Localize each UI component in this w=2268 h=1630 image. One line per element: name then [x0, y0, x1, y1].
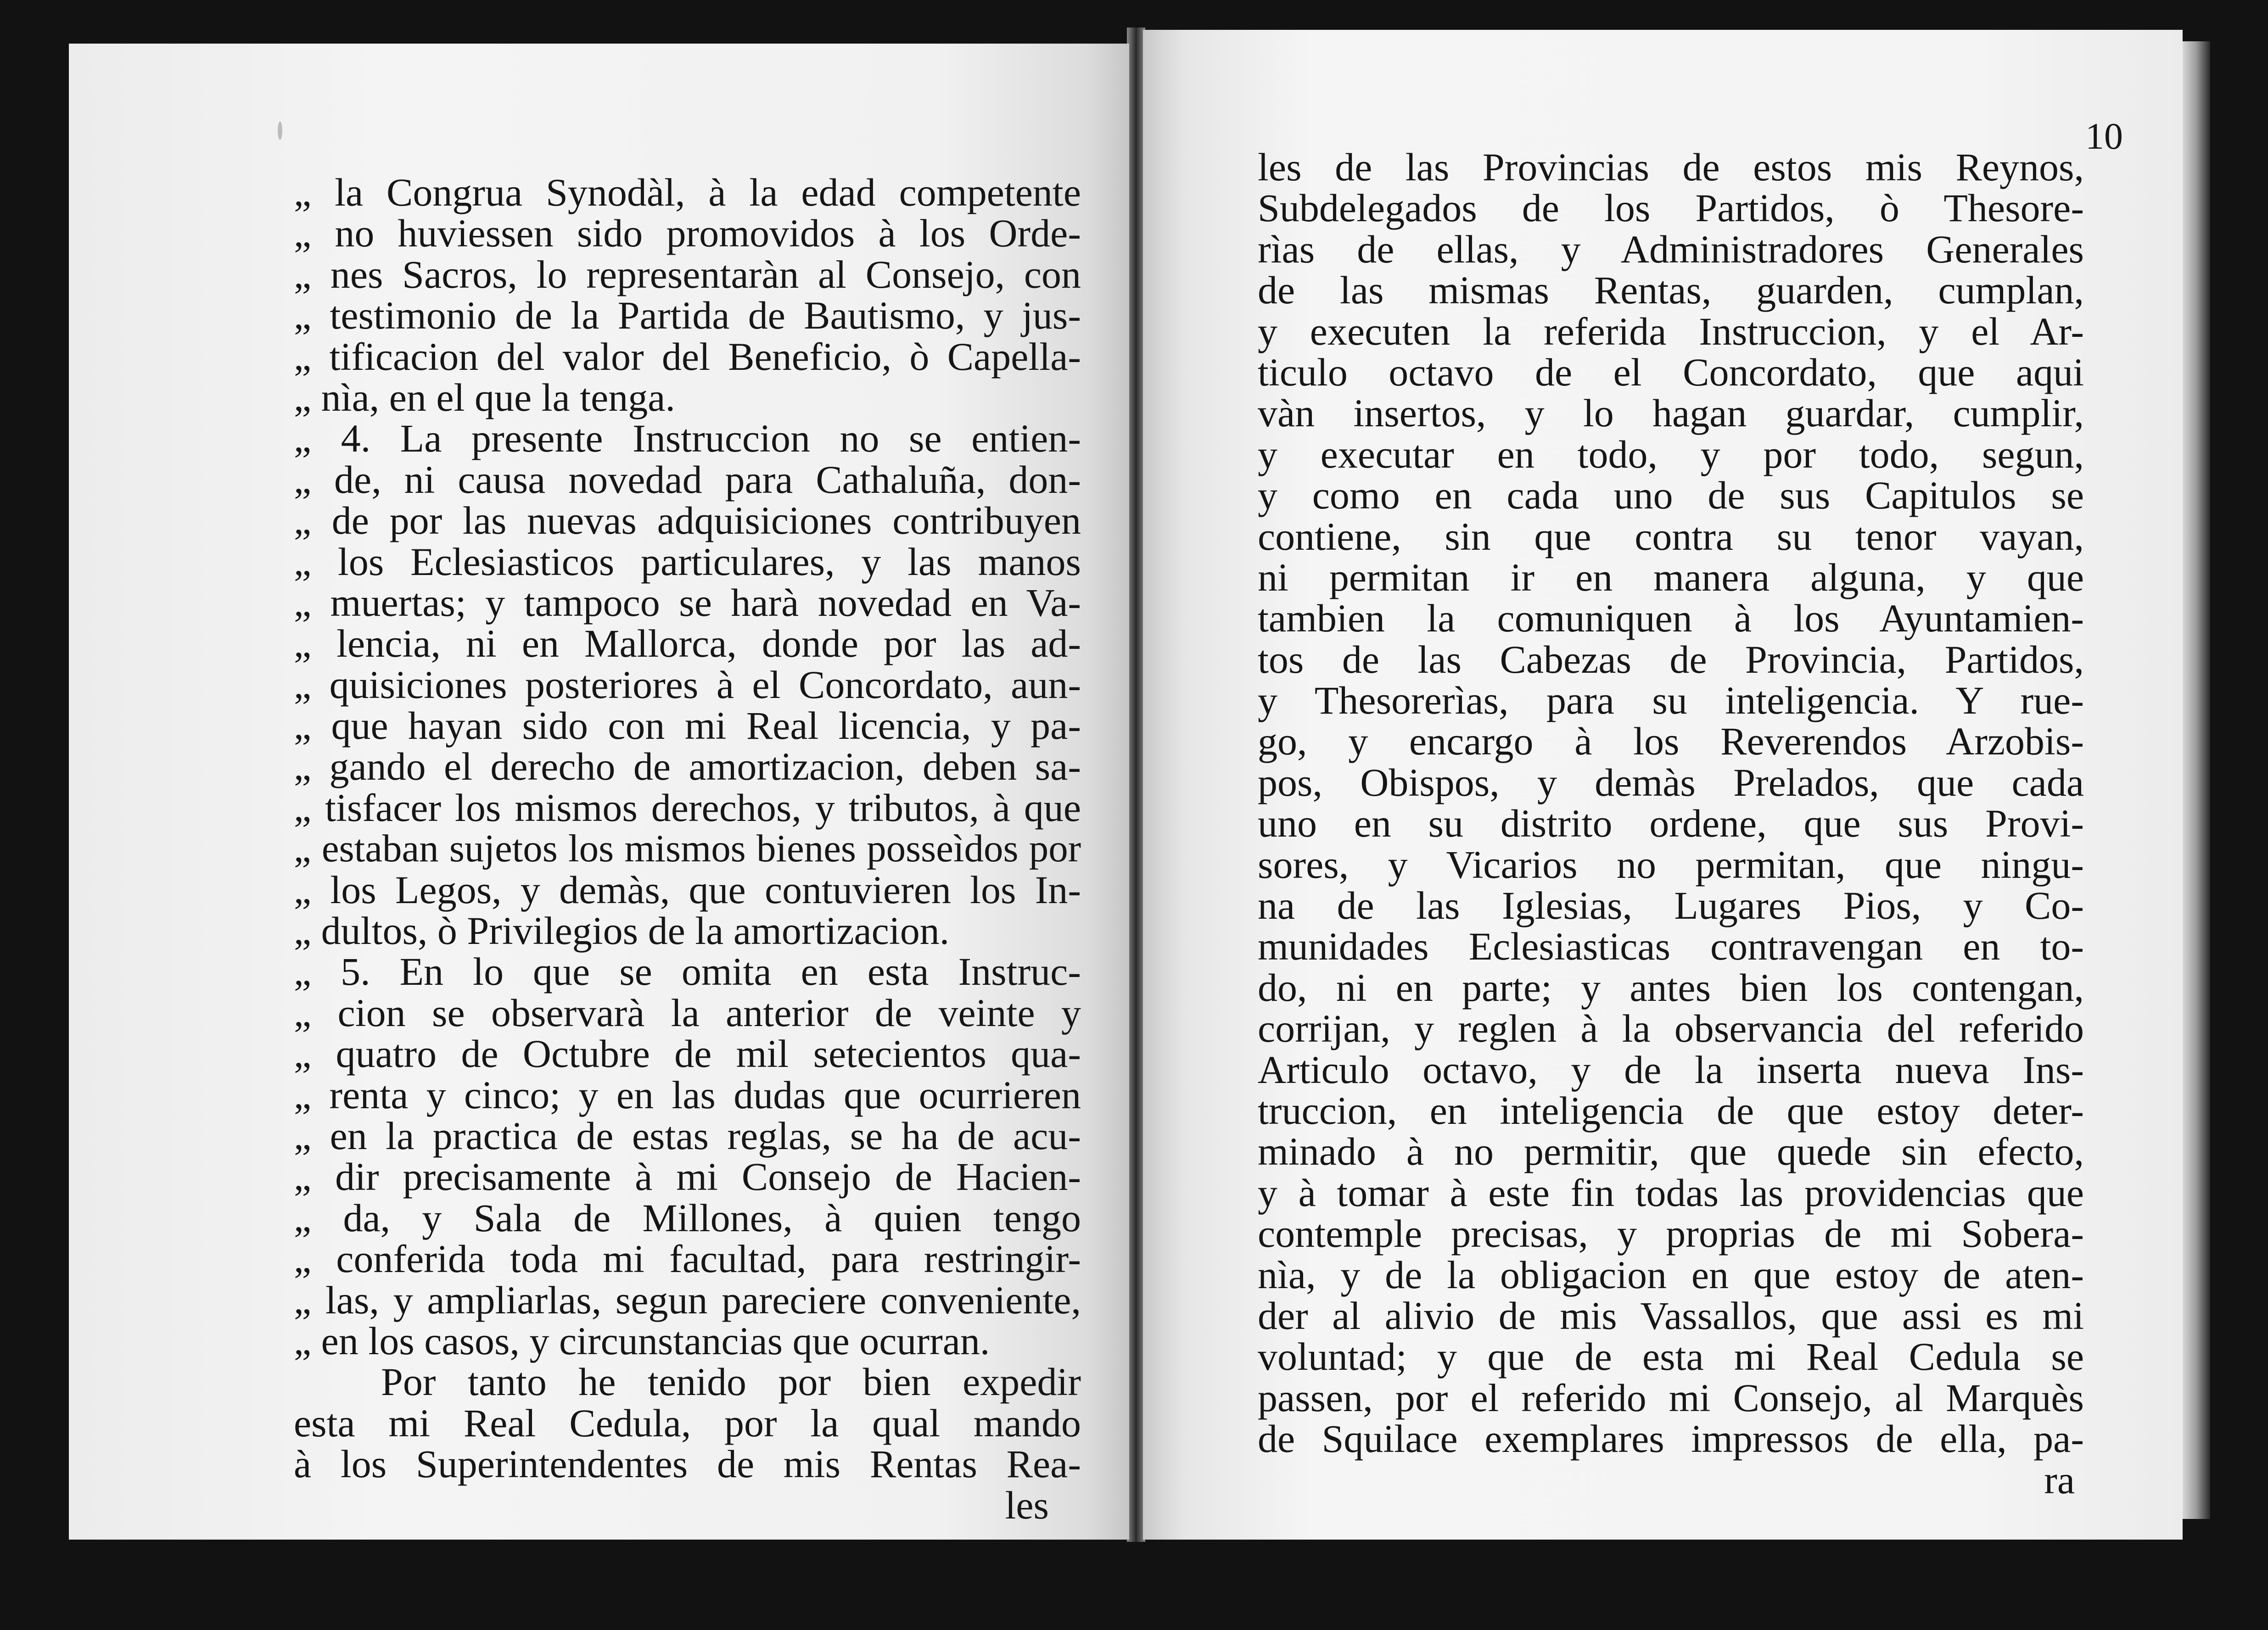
text-line: „ no huviessen sido promovidos à los Orde-	[294, 211, 1081, 256]
text-line: „ en la practica de estas reglas, se ha de acu-	[294, 1113, 1081, 1158]
text-line: sores, y Vicarios no permitan, que ningu-	[1258, 842, 2084, 887]
text-line: rìas de ellas, y Administradores Generales	[1258, 227, 2084, 271]
text-line: tambien la comuniquen à los Ayuntamien-	[1258, 596, 2084, 641]
text-line: „ nes Sacros, lo representaràn al Consejo, con	[294, 252, 1081, 296]
text-line: „ cion se observarà la anterior de veinte y	[294, 990, 1081, 1035]
page-number: 10	[2085, 115, 2123, 157]
text-line: „ estaban sujetos los mismos bienes posseìdos por	[294, 827, 1081, 871]
catchword: les	[1005, 1483, 1049, 1527]
text-line: „ testimonio de la Partida de Bautismo, y jus-	[294, 293, 1081, 338]
text-line: vàn insertos, y lo hagan guardar, cumplir,	[1258, 391, 2084, 435]
text-line: ticulo octavo de el Concordato, que aqui	[1258, 350, 2084, 394]
text-line: y à tomar à este fin todas las providencias que	[1258, 1170, 2084, 1215]
text-line: nìa, y de la obligacion en que estoy de aten-	[1258, 1252, 2084, 1297]
text-line: pos, Obispos, y demàs Prelados, que cada	[1258, 760, 2084, 804]
text-line: „ de, ni causa novedad para Cathaluña, don-	[294, 457, 1081, 502]
text-line: „ de por las nuevas adquisiciones contribuyen	[294, 498, 1081, 543]
text-line: y como en cada uno de sus Capitulos se	[1258, 473, 2084, 518]
text-line: truccion, en inteligencia de que estoy deter-	[1258, 1088, 2084, 1133]
text-line: „ dultos, ò Privilegios de la amortizacion.	[294, 909, 950, 953]
left-page	[69, 44, 1129, 1540]
text-line: ni permitan ir en manera alguna, y que	[1258, 555, 2084, 599]
text-line: Por tanto he tenido por bien expedir	[381, 1360, 1081, 1404]
text-line: do, ni en parte; y antes bien los contengan,	[1258, 965, 2084, 1010]
text-line: passen, por el referido mi Consejo, al Marquès	[1258, 1375, 2084, 1420]
text-line: „ las, y ampliarlas, segun pareciere conveniente,	[294, 1278, 1081, 1322]
text-line: „ los Eclesiasticos particulares, y las manos	[294, 539, 1081, 584]
book-gutter	[1127, 28, 1145, 1542]
text-line: munidades Eclesiasticas contravengan en to-	[1258, 924, 2084, 969]
text-line: „ gando el derecho de amortizacion, deben sa-	[294, 744, 1081, 789]
text-line: na de las Iglesias, Lugares Pios, y Co-	[1258, 883, 2084, 928]
text-line: „ tisfacer los mismos derechos, y tributos, à que	[294, 785, 1081, 830]
text-line: uno en su distrito ordene, que sus Provi-	[1258, 801, 2084, 846]
page-edge	[2183, 41, 2210, 1519]
text-line: „ quisiciones posteriores à el Concordato, aun-	[294, 662, 1081, 707]
catchword: ra	[2044, 1457, 2075, 1502]
text-line: „ los Legos, y demàs, que contuvieren los In-	[294, 867, 1081, 912]
text-line: „ en los casos, y circunstancias que ocurran.	[294, 1318, 990, 1363]
text-line: y executen la referida Instruccion, y el Ar-	[1258, 309, 2084, 353]
text-line: à los Superintendentes de mis Rentas Rea-	[294, 1442, 1081, 1486]
text-line: contiene, sin que contra su tenor vayan,	[1258, 514, 2084, 558]
text-line: y executar en todo, y por todo, segun,	[1258, 432, 2084, 476]
text-line: go, y encargo à los Reverendos Arzobis-	[1258, 719, 2084, 764]
text-line: tos de las Cabezas de Provincia, Partidos,	[1258, 637, 2084, 681]
text-line: minado à no permitir, que quede sin efecto,	[1258, 1129, 2084, 1174]
text-line: „ lencia, ni en Mallorca, donde por las ad-	[294, 621, 1081, 666]
text-line: „ la Congrua Synodàl, à la edad competente	[294, 170, 1081, 214]
text-line: „ 5. En lo que se omita en esta Instruc-	[294, 949, 1081, 994]
text-line: „ tificacion del valor del Beneficio, ò Capella-	[294, 334, 1081, 379]
text-line: corrijan, y reglen à la observancia del referido	[1258, 1006, 2084, 1051]
text-line: „ 4. La presente Instruccion no se entien-	[294, 416, 1081, 461]
text-line: „ que hayan sido con mi Real licencia, y pa-	[294, 703, 1081, 748]
text-line: contemple precisas, y proprias de mi Sobera-	[1258, 1211, 2084, 1256]
text-line: les de las Provincias de estos mis Reynos,	[1258, 145, 2084, 189]
text-line: „ nìa, en el que la tenga.	[294, 375, 675, 419]
text-line: „ da, y Sala de Millones, à quien tengo	[294, 1195, 1081, 1240]
text-line: esta mi Real Cedula, por la qual mando	[294, 1401, 1081, 1445]
text-line: „ quatro de Octubre de mil setecientos qua-	[294, 1032, 1081, 1076]
text-line: voluntad; y que de esta mi Real Cedula se	[1258, 1334, 2084, 1379]
left-page-text	[294, 172, 1081, 1526]
text-line: „ conferida toda mi facultad, para restringir-	[294, 1237, 1081, 1281]
right-page	[1143, 30, 2183, 1540]
text-line: de Squilace exemplares impressos de ella, pa-	[1258, 1417, 2084, 1461]
text-line: der al alivio de mis Vassallos, que assi es mi	[1258, 1293, 2084, 1338]
text-line: Subdelegados de los Partidos, ò Thesore-	[1258, 186, 2084, 230]
text-line: „ muertas; y tampoco se harà novedad en Va-	[294, 580, 1081, 625]
right-page-text	[1258, 147, 2084, 1501]
text-line: „ renta y cinco; y en las dudas que ocurrieren	[294, 1072, 1081, 1117]
text-line: „ dir precisamente à mi Consejo de Hacien-	[294, 1155, 1081, 1199]
text-line: Articulo octavo, y de la inserta nueva Ins-	[1258, 1047, 2084, 1092]
text-line: de las mismas Rentas, guarden, cumplan,	[1258, 268, 2084, 313]
ink-mark	[278, 122, 282, 140]
text-line: y Thesorerìas, para su inteligencia. Y rue-	[1258, 678, 2084, 723]
